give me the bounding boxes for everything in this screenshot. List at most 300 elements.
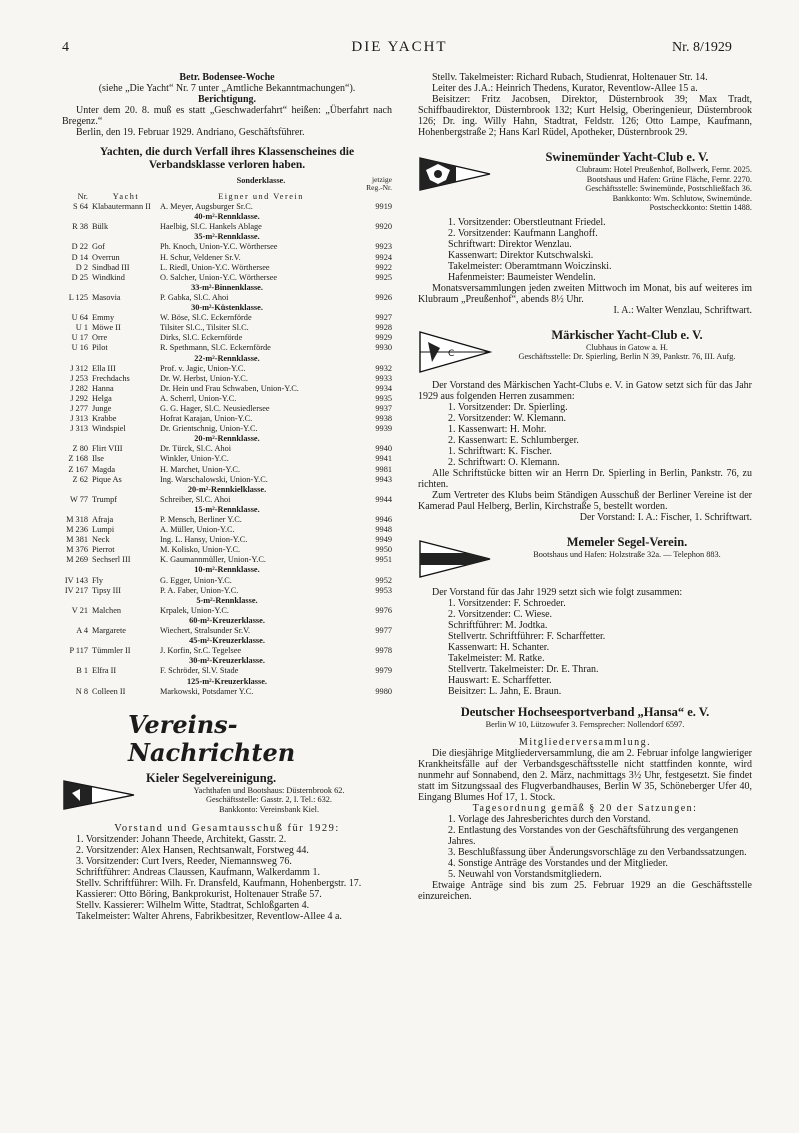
hansa-agenda-item: 5. Neuwahl von Vorstandsmitgliedern. xyxy=(448,869,602,880)
yacht-reg: 9925 xyxy=(375,272,392,282)
hansa-agenda-title: Tagesordnung gemäß § 20 der Satzungen: xyxy=(472,803,698,814)
hansa-agenda-item: 2. Entlastung des Vorstandes von der Geschäftsführung des vergangenen Jahres. xyxy=(448,825,739,847)
yacht-nr: J 277 xyxy=(70,403,88,413)
maerkisch-board-line: 1. Schriftwart: K. Fischer. xyxy=(448,445,552,457)
yacht-nr: R 38 xyxy=(72,222,88,232)
yacht-owner: Hofrat Karajan, Union-Y.C. xyxy=(160,414,253,424)
yacht-nr: J 282 xyxy=(70,383,88,393)
yacht-row xyxy=(62,535,392,545)
maerkisch-board-line: 2. Vorsitzender: W. Klemann. xyxy=(448,412,566,424)
yacht-name: Windkind xyxy=(92,272,125,282)
yacht-row xyxy=(62,293,392,303)
maerkisch-text-2: Zum Vertreter des Klubs beim Ständigen Ausschuß der Berliner Vereine ist der Kamerad Paul Helberg, Berlin, Kirchstraße 5, bestellt worden. xyxy=(418,489,752,512)
yacht-owner: H. Marchet, Union-Y.C. xyxy=(160,464,241,474)
yacht-reg: 9953 xyxy=(375,585,392,595)
memel-info: Bootshaus und Hafen: Holzstraße 32a. — Telephon 883. xyxy=(533,549,721,559)
yacht-name: Klabautermann II xyxy=(92,202,151,212)
yacht-owner: A. Meyer, Augsburger Sr.C. xyxy=(160,202,253,212)
yacht-name: Elfra II xyxy=(92,666,117,676)
yacht-row xyxy=(62,222,392,232)
maerkisch-board-line: 2. Schriftwart: O. Klemann. xyxy=(448,456,560,468)
swinemuende-info xyxy=(502,165,752,213)
maerkisch-info-1: Clubhaus in Gatow a. H. xyxy=(585,342,669,352)
yacht-reg: 9941 xyxy=(375,454,392,464)
bodensee-text: Unter dem 20. 8. muß es statt „Geschwaderfahrt“ heißen: „Überfahrt nach Bregenz.“ xyxy=(62,105,392,127)
hansa-subtitle: Mitgliederversammlung. xyxy=(518,737,652,748)
yacht-owner: L. Riedl, Union-Y.C. Wörthersee xyxy=(160,262,270,272)
yacht-owner: Krpalek, Union-Y.C. xyxy=(160,605,229,615)
memel-board-line: Stellvertr. Schriftführer: F. Scharffetter. xyxy=(448,630,606,642)
hansa-agenda-list xyxy=(448,814,752,880)
yacht-owner: Tilsiter Sl.C., Tilsiter Sl.C. xyxy=(160,323,249,333)
yacht-owner: G. Egger, Union-Y.C. xyxy=(160,575,232,585)
swinemuende-board-line: Kassenwart: Direktor Kutschwalski. xyxy=(448,249,594,261)
bodensee-signature: Berlin, den 19. Februar 1929. Andriano, Geschäftsführer. xyxy=(76,127,305,138)
yacht-name: Ella III xyxy=(92,363,116,373)
yacht-row xyxy=(62,384,392,394)
swinemuende-board-line: Takelmeister: Oberamtmann Woiczinski. xyxy=(448,260,612,272)
yacht-owner: Ph. Knoch, Union-Y.C. Wörthersee xyxy=(160,242,278,252)
yacht-owner: Dr. Grientschnig, Union-Y.C. xyxy=(160,424,258,434)
kiel-board-line: 1. Vorsitzender: Johann Theede, Architekt, Gasstr. 2. xyxy=(76,833,287,845)
yacht-reg: 9929 xyxy=(375,333,392,343)
yacht-nr: D 14 xyxy=(71,252,88,262)
yacht-owner: K. Gaumannmüller, Union-Y.C. xyxy=(160,555,266,565)
left-column xyxy=(62,72,392,922)
yacht-nr: M 236 xyxy=(66,525,88,535)
memel-board-line: Stellvertr. Takelmeister: Dr. E. Thran. xyxy=(448,663,599,675)
hansa-agenda-item: 3. Beschlußfassung über Änderungsvorschläge zu den Verbandssatzungen. xyxy=(448,847,747,858)
yacht-owner: F. Schröder, Sl.V. Stade xyxy=(160,666,239,676)
yacht-name: Sechserl III xyxy=(92,555,131,565)
kiel-board-line: Beisitzer: Fritz Jacobsen, Direktor, Düsternbrook 39; Max Tradt, Schiffbaudirektor, Düsternbrook 132; Kurt Helsig, Oberingenieur, Düsternbrook 126; Dr. ing. Willy Hahn, Stadtrat, Feldstr. 126; Otto Lampe, Kaufmann, Hohenbergstraße 2; Hans Karl Rüdel, Apotheker, Düsternbrook 29. xyxy=(418,94,752,138)
swinemuende-board-list xyxy=(448,217,752,283)
yacht-owner: W. Böse, Sl.C. Eckernförde xyxy=(160,313,252,323)
journal-title: DIE YACHT xyxy=(351,39,448,55)
swinemuende-info-line: Bankkonto: Wm. Schlutow, Swinemünde. xyxy=(612,193,752,203)
class-heading-row xyxy=(62,677,392,687)
yacht-reg: 9948 xyxy=(375,525,392,535)
yacht-nr: J 313 xyxy=(70,424,88,434)
yacht-nr: IV 143 xyxy=(64,575,88,585)
yacht-nr: D 2 xyxy=(75,262,88,272)
swinemuende-meetings: Monatsversammlungen jeden zweiten Mittwoch im Monat, bis auf weiteres im Klubraum „Preußenhof“, abends 8½ Uhr. xyxy=(418,282,752,305)
yacht-nr: U 17 xyxy=(71,333,88,343)
bodensee-ref: (siehe „Die Yacht“ Nr. 7 unter „Amtliche Bekanntmachungen“). xyxy=(98,83,356,94)
maerkisch-board-line: 1. Kassenwart: H. Mohr. xyxy=(448,423,547,435)
yacht-nr: S 64 xyxy=(73,202,88,212)
kiel-board-title: Vorstand und Gesamtausschuß für 1929: xyxy=(114,822,340,834)
yacht-owner: A. Müller, Union-Y.C. xyxy=(160,525,235,535)
kiel-board-list xyxy=(62,834,392,922)
hansa-name: Deutscher Hochseesportverband „Hansa“ e. V. xyxy=(460,704,710,719)
yacht-name: Tümmler II xyxy=(92,646,131,656)
yacht-row xyxy=(62,313,392,323)
yacht-row xyxy=(62,555,392,565)
yacht-name: Helga xyxy=(92,393,112,403)
yacht-nr: U 64 xyxy=(71,313,88,323)
yacht-name: Trumpf xyxy=(92,494,118,504)
yacht-owner: P. Mensch, Berliner Y.C. xyxy=(160,515,242,524)
yacht-row xyxy=(62,263,392,273)
memel-board-line: 1. Vorsitzender: F. Schroeder. xyxy=(448,597,566,609)
swinemuende-info-line: Postscheckkonto: Stettin 1488. xyxy=(649,203,752,212)
yacht-row xyxy=(62,374,392,384)
yacht-owner: Dr. W. Herbst, Union-Y.C. xyxy=(160,373,248,383)
maerkisch-board-line: 1. Vorsitzender: Dr. Spierling. xyxy=(448,401,568,413)
yacht-owner: R. Spethmann, Sl.C. Eckernförde xyxy=(160,343,271,353)
yacht-name: Gof xyxy=(92,242,105,252)
yacht-reg: 9933 xyxy=(375,373,392,383)
class-heading: 10-m²-Rennklasse. xyxy=(194,565,260,575)
yacht-nr: D 25 xyxy=(71,272,88,282)
swinemuende-signature: I. A.: Walter Wenzlau, Schriftwart. xyxy=(613,304,752,316)
memel-board-line: Kassenwart: H. Schanter. xyxy=(448,641,550,653)
swinemuende-club-name: Swinemünder Yacht-Club e. V. xyxy=(545,150,709,164)
vereins-nachrichten-title: Vereins-Nachrichten xyxy=(128,709,296,767)
yacht-row xyxy=(62,394,392,404)
svg-text:C: C xyxy=(448,348,455,359)
yacht-nr: Z 62 xyxy=(72,474,88,484)
yacht-row xyxy=(62,475,392,485)
yacht-reg: 9937 xyxy=(375,403,392,413)
swinemuende-board-line: 1. Vorsitzender: Oberstleutnant Friedel. xyxy=(448,216,606,228)
yacht-row xyxy=(62,495,392,505)
yacht-owner: P. A. Faber, Union-Y.C. xyxy=(160,585,239,595)
memel-board-line: Takelmeister: M. Ratke. xyxy=(448,652,545,664)
reg-header: jetzige Reg.-Nr. xyxy=(366,175,392,192)
class-heading-row xyxy=(62,616,392,626)
yacht-nr: M 269 xyxy=(66,555,88,565)
yacht-row xyxy=(62,273,392,283)
yacht-reg: 9949 xyxy=(375,535,392,545)
yacht-nr: IV 217 xyxy=(64,585,88,595)
yacht-name: Windspiel xyxy=(92,424,126,434)
yacht-name: Malchen xyxy=(92,605,122,615)
swinemuende-info-line: Bootshaus und Hafen: Grüne Fläche, Fernr. 2270. xyxy=(586,174,752,184)
yacht-owner: Dr. Türck, Sl.C. Ahoi xyxy=(160,444,232,454)
yacht-row xyxy=(62,202,392,212)
kiel-board-line: Takelmeister: Walter Ahrens, Fabrikbesitzer, Reventlow-Allee 4 a. xyxy=(76,910,342,922)
yacht-row xyxy=(62,586,392,596)
yacht-row xyxy=(62,242,392,252)
swinemuende-board-line: Hafenmeister: Baumeister Wendelin. xyxy=(448,271,596,283)
yacht-owner: Ing. Warschalowski, Union-Y.C. xyxy=(160,474,268,484)
yacht-reg: 9943 xyxy=(375,474,392,484)
kiel-board-line: Stellv. Takelmeister: Richard Rubach, Studienrat, Holtenauer Str. 14. xyxy=(432,72,708,83)
swinemuende-info-line: Geschäftsstelle: Swinemünde, Postschließfach 36. xyxy=(585,184,752,193)
kiel-board-continued xyxy=(418,72,752,138)
yacht-row xyxy=(62,414,392,424)
yacht-reg: 9938 xyxy=(375,414,392,424)
yacht-name: Hanna xyxy=(92,383,114,393)
yacht-name: Emmy xyxy=(92,313,115,323)
kiel-board-line: Kassierer: Otto Böring, Bankprokurist, Holtenauer Straße 57. xyxy=(76,888,322,900)
yacht-owner: Dr. Hein und Frau Schwaben, Union-Y.C. xyxy=(160,383,299,393)
yacht-nr: W 77 xyxy=(69,494,88,504)
yacht-name: Ilse xyxy=(92,454,104,464)
yacht-reg: 9922 xyxy=(375,262,392,272)
class-heading-row xyxy=(62,232,392,242)
yacht-row xyxy=(62,545,392,555)
yacht-owner: H. Schur, Veldener Sr.V. xyxy=(160,252,241,262)
yacht-name: Orre xyxy=(92,333,108,343)
yacht-reg: 9977 xyxy=(375,626,392,636)
yacht-reg: 9978 xyxy=(375,646,392,656)
memel-board-line: Beisitzer: L. Jahn, E. Braun. xyxy=(448,685,562,697)
kiel-board-line: 2. Vorsitzender: Alex Hansen, Rechtsanwalt, Forstweg 44. xyxy=(76,844,309,856)
yacht-nr: U 1 xyxy=(75,323,88,333)
maerkisch-club-header xyxy=(418,328,752,376)
yacht-name: Bülk xyxy=(92,222,109,232)
bodensee-title: Betr. Bodensee-Woche xyxy=(179,72,275,83)
yacht-reg: 9944 xyxy=(375,494,392,504)
yacht-name: Lumpi xyxy=(92,525,115,535)
swinemuende-board-line: Schriftwart: Direktor Wenzlau. xyxy=(448,238,572,250)
yacht-header: Yacht xyxy=(112,192,140,201)
yacht-nr: U 16 xyxy=(71,343,88,353)
class-heading: 15-m²-Rennklasse. xyxy=(194,504,260,514)
yacht-owner: Winkler, Union-Y.C. xyxy=(160,454,229,464)
yacht-reg: 9976 xyxy=(375,605,392,615)
yacht-name: Overrun xyxy=(92,252,120,262)
yacht-reg: 9932 xyxy=(375,363,392,373)
yacht-row xyxy=(62,364,392,374)
yacht-nr: Z 80 xyxy=(72,444,88,454)
yacht-name: Magda xyxy=(92,464,116,474)
yacht-owner: Dirks, Sl.C. Eckernförde xyxy=(160,333,243,343)
kiel-info-2: Geschäftsstelle: Gasstr. 2, I. Tel.: 632. xyxy=(205,795,332,805)
maerkisch-board-line: 2. Kassenwart: E. Schlumberger. xyxy=(448,434,579,446)
yacht-name: Pierrot xyxy=(92,545,115,555)
class-heading-row xyxy=(62,565,392,575)
class-heading: 30-m²-Kreuzerklasse. xyxy=(189,656,265,666)
yacht-owner: Markowski, Potsdamer Y.C. xyxy=(160,686,254,696)
yacht-reg: 9950 xyxy=(375,545,392,555)
class-heading-row xyxy=(62,283,392,293)
maerkisch-info-2: Geschäftsstelle: Dr. Spierling, Berlin N 39, Pankstr. 76, III. Aufg. xyxy=(518,352,736,361)
yacht-nr: Z 168 xyxy=(68,454,88,464)
yacht-nr: A 4 xyxy=(76,626,88,636)
yacht-row xyxy=(62,333,392,343)
yacht-owner: P. Gabka, Sl.C. Ahoi xyxy=(160,292,229,302)
hansa-text: Die diesjährige Mitgliederversammlung, die am 2. Februar infolge langwieriger Krankheitsfälle auf der Verbandsgeschäftsstelle nicht stattfinden konnte, wird nunmehr auf Sonnabend, den 2. März, nachmittags 3½ Uhr, festgesetzt. Sie findet statt im Sitzungssaal des Flugverbandhauses, Berlin W 35, Schöneberger Ufer 40, Eingang Blumes Hof 17, 1. Stock. xyxy=(418,748,752,803)
yacht-reg: 9927 xyxy=(375,313,392,323)
memel-board-line: 2. Vorsitzender: C. Wiese. xyxy=(448,608,553,620)
page-number: 4 xyxy=(62,40,69,55)
swinemuende-club-header xyxy=(418,150,752,213)
maerkisch-intro: Der Vorstand des Märkischen Yacht-Clubs e. V. in Gatow setzt sich für das Jahr 1929 aus folgenden Herren zusammen: xyxy=(418,379,752,402)
kiel-club-header xyxy=(62,771,392,819)
yacht-nr: B 1 xyxy=(76,666,88,676)
yacht-row xyxy=(62,666,392,676)
yacht-row xyxy=(62,454,392,464)
yacht-owner: M. Kolisko, Union-Y.C. xyxy=(160,545,241,555)
yacht-name: Pique As xyxy=(92,474,122,484)
yacht-name: Afraja xyxy=(92,515,114,524)
class-heading: 40-m²-Rennklasse. xyxy=(194,212,260,222)
yacht-row xyxy=(62,323,392,333)
nr-header: Nr. xyxy=(77,192,88,201)
yacht-name: Möwe II xyxy=(92,323,121,333)
yacht-row xyxy=(62,646,392,656)
yacht-reg: 9952 xyxy=(375,575,392,585)
class-heading: 45-m²-Kreuzerklasse. xyxy=(189,636,265,646)
swinemuende-info-line: Clubraum: Hotel Preußenhof, Bollwerk, Fernr. 2025. xyxy=(576,165,752,174)
yacht-name: Pilot xyxy=(92,343,108,353)
yacht-name: Sindbad III xyxy=(92,262,130,272)
yacht-row xyxy=(62,465,392,475)
kiel-board-line: 3. Vorsitzender: Curt Ivers, Reeder, Niemannsweg 76. xyxy=(76,855,292,867)
class-heading: 20-m²-Rennklasse. xyxy=(194,434,260,444)
yacht-row xyxy=(62,525,392,535)
yacht-nr: P 117 xyxy=(69,646,88,656)
yacht-owner: G. G. Hager, Sl.C. Neusiedlersee xyxy=(160,403,270,413)
yacht-reg: 9981 xyxy=(375,464,392,474)
class-heading-row xyxy=(62,434,392,444)
yacht-name: Junge xyxy=(92,403,112,413)
yacht-reg: 9935 xyxy=(375,393,392,403)
yacht-name: Flirt VIII xyxy=(92,444,123,454)
yacht-nr: D 22 xyxy=(71,242,88,252)
yacht-reg: 9980 xyxy=(375,686,392,696)
yacht-reg: 9946 xyxy=(375,515,392,524)
yacht-row xyxy=(62,515,392,525)
maerkisch-text-1: Alle Schriftstücke bitten wir an Herrn Dr. Spierling in Berlin, Pankstr. 76, zu richten. xyxy=(418,467,752,490)
yacht-nr: L 125 xyxy=(68,292,88,302)
yacht-name: Colleen II xyxy=(92,686,126,696)
yacht-nr: J 312 xyxy=(70,363,88,373)
yacht-reg: 9924 xyxy=(375,252,392,262)
yacht-reg: 9919 xyxy=(375,202,392,212)
hansa-closing: Etwaige Anträge sind bis zum 25. Februar 1929 an die Geschäftsstelle einzureichen. xyxy=(418,880,752,902)
kiel-board-line: Stellv. Kassierer: Wilhelm Witte, Stadtrat, Schloßgarten 4. xyxy=(76,899,310,911)
kiel-club-name: Kieler Segelvereinigung. xyxy=(146,770,277,785)
class-heading: 35-m²-Rennklasse. xyxy=(194,232,260,242)
class-heading-row xyxy=(62,303,392,313)
memel-club-name: Memeler Segel-Verein. xyxy=(566,534,688,549)
yacht-owner: Prof. v. Jagic, Union-Y.C. xyxy=(160,363,246,373)
yacht-owner: Schreiber, Sl.C. Ahoi xyxy=(160,494,231,504)
class-heading: 60-m²-Kreuzerklasse. xyxy=(189,615,265,625)
yacht-reg: 9928 xyxy=(375,323,392,333)
class-heading: 20-m²-Rennkielklasse. xyxy=(187,484,267,494)
memel-club-header xyxy=(418,535,752,583)
yacht-name: Krabbe xyxy=(92,414,117,424)
swinemuende-pennant-icon xyxy=(418,150,492,198)
memel-intro: Der Vorstand für das Jahr 1929 setzt sich wie folgt zusammen: xyxy=(432,586,683,598)
memel-pennant-icon xyxy=(418,535,492,583)
yacht-nr: J 253 xyxy=(70,373,88,383)
class-heading: 125-m²-Kreuzerklasse. xyxy=(187,676,267,686)
class-heading: 22-m²-Rennklasse. xyxy=(194,353,260,363)
yacht-reg: 9930 xyxy=(375,343,392,353)
yacht-reg: 9951 xyxy=(375,555,392,565)
yacht-owner: Haelbig, Sl.C. Hankels Ablage xyxy=(160,222,262,232)
yacht-name: Frechdachs xyxy=(92,373,130,383)
hansa-agenda-item: 1. Vorlage des Jahresberichtes durch den Vorstand. xyxy=(448,814,651,825)
yacht-name: Margarete xyxy=(92,626,126,636)
yacht-row xyxy=(62,444,392,454)
memel-board-line: Hauswart: E. Scharffetter. xyxy=(448,674,552,686)
class-heading-row xyxy=(62,656,392,666)
yacht-reg: 9926 xyxy=(375,292,392,302)
maerkisch-club-name: Märkischer Yacht-Club e. V. xyxy=(551,327,703,342)
kiel-board-line: Leiter des J.A.: Heinrich Thedens, Kurator, Reventlow-Allee 15 a. xyxy=(432,83,698,94)
yacht-row xyxy=(62,343,392,353)
yacht-row xyxy=(62,576,392,586)
kiel-pennant-icon xyxy=(62,771,136,819)
right-column xyxy=(418,72,752,902)
yacht-reg: 9979 xyxy=(375,666,392,676)
yachts-list-title: Yachten, die durch Verfall ihres Klassenscheines die Verbandsklasse verloren haben. xyxy=(99,146,355,171)
yacht-owner: Ing. L. Hansy, Union-Y.C. xyxy=(160,535,248,545)
kiel-board-line: Stellv. Schriftführer: Wilh. Fr. Dransfeld, Kaufmann, Hohenbergstr. 17. xyxy=(76,877,362,889)
yacht-nr: Z 167 xyxy=(68,464,88,474)
memel-board-line: Schriftführer: M. Jodtka. xyxy=(448,619,548,631)
yacht-name: Masovia xyxy=(92,292,121,302)
class-heading-row xyxy=(62,505,392,515)
yacht-nr: V 21 xyxy=(71,605,88,615)
yacht-nr: M 318 xyxy=(66,515,88,524)
yacht-name: Neck xyxy=(92,535,110,545)
class-heading-row xyxy=(62,212,392,222)
yacht-row xyxy=(62,424,392,434)
yacht-nr: J 292 xyxy=(70,393,88,403)
issue-number: Nr. 8/1929 xyxy=(672,40,732,55)
kiel-board-line: Schriftführer: Andreas Claussen, Kaufmann, Walkerdamm 1. xyxy=(76,866,320,878)
yacht-reg: 9923 xyxy=(375,242,392,252)
yacht-nr: J 313 xyxy=(70,414,88,424)
yacht-row xyxy=(62,253,392,263)
kiel-info-1: Yachthafen und Bootshaus: Düsternbrook 62. xyxy=(193,785,345,795)
yacht-reg: 9939 xyxy=(375,424,392,434)
yacht-reg: 9920 xyxy=(375,222,392,232)
class-heading-row xyxy=(62,596,392,606)
yacht-nr: M 381 xyxy=(66,535,88,545)
maerkisch-pennant-icon xyxy=(418,328,492,376)
swinemuende-board-line: 2. Vorsitzender: Kaufmann Langhoff. xyxy=(448,227,598,239)
yacht-reg: 9934 xyxy=(375,383,392,393)
yacht-reg: 9940 xyxy=(375,444,392,454)
class-heading-row xyxy=(62,354,392,364)
maerkisch-signature: Der Vorstand: I. A.: Fischer, 1. Schriftwart. xyxy=(579,511,752,523)
kiel-info-3: Bankkonto: Vereinsbank Kiel. xyxy=(218,804,320,814)
hansa-info: Berlin W 10, Lützowufer 3. Fernsprecher: Nollendorf 6597. xyxy=(485,719,685,729)
class-heading-row xyxy=(62,485,392,495)
yacht-owner: A. Scherrl, Union-Y.C. xyxy=(160,393,237,403)
yacht-nr: N 8 xyxy=(75,686,88,696)
yacht-nr: M 376 xyxy=(66,545,88,555)
yacht-name: Fly xyxy=(92,575,104,585)
memel-board-list xyxy=(448,598,752,697)
maerkisch-board-list xyxy=(448,402,752,468)
yacht-owner: Wiechert, Stralsunder Sr.V. xyxy=(160,626,251,636)
class-heading: 30-m²-Küstenklasse. xyxy=(191,303,263,313)
yacht-name: Tipsy III xyxy=(92,585,121,595)
yacht-owner: J. Korfin, Sr.C. Tegelsee xyxy=(160,646,242,656)
yacht-row xyxy=(62,404,392,414)
bodensee-correction: Berichtigung. xyxy=(197,94,257,105)
hansa-agenda-item: 4. Sonstige Anträge des Vorstandes und der Mitglieder. xyxy=(448,858,668,869)
class-heading-row xyxy=(62,636,392,646)
yachts-table xyxy=(62,176,392,697)
owner-header: Eigner und Verein xyxy=(218,192,304,201)
class-heading: 33-m²-Binnenklasse. xyxy=(191,282,263,292)
yacht-row xyxy=(62,626,392,636)
yacht-row xyxy=(62,606,392,616)
yacht-owner: O. Salcher, Union-Y.C. Wörthersee xyxy=(160,272,278,282)
